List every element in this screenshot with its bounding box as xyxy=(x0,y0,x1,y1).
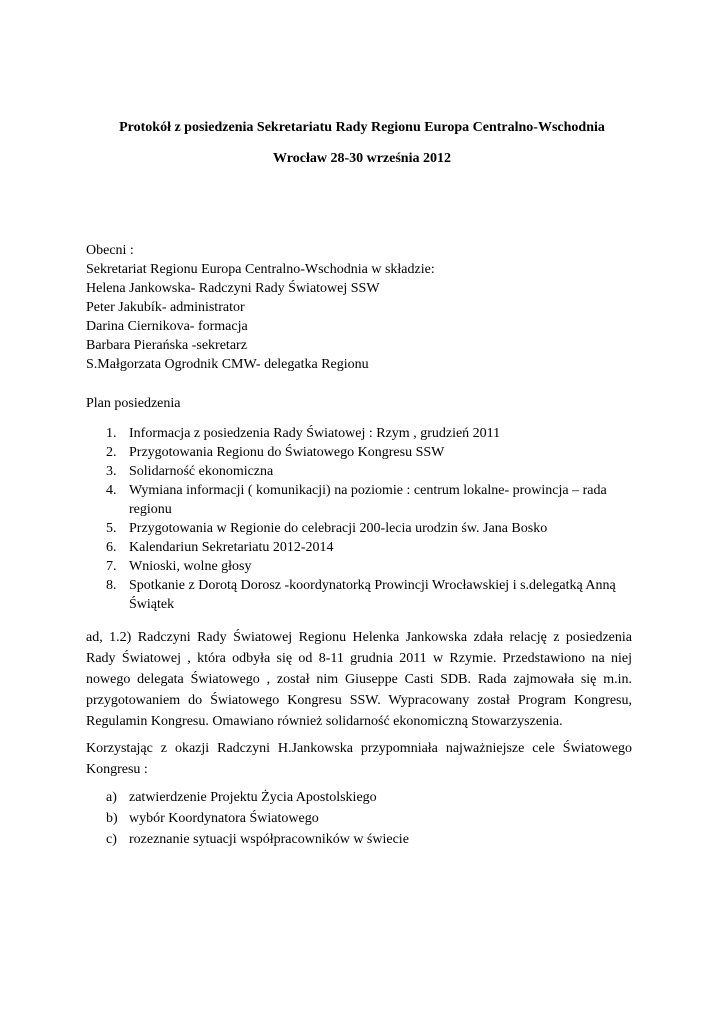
attendee-line: Peter Jakubík- administrator xyxy=(86,300,245,315)
attendees-heading: Obecni : xyxy=(86,243,134,258)
report-paragraph xyxy=(86,627,632,732)
agenda-item xyxy=(86,424,646,443)
agenda-item-text: Spotkanie z Dorotą Dorosz -koordynatorką Prowincji Wrocławskiej i s.delegatką Anną Świątek xyxy=(129,578,616,612)
agenda-item-number: 3. xyxy=(106,464,117,479)
goal-item-text: wybór Koordynatora Światowego xyxy=(129,811,319,826)
agenda-item xyxy=(86,481,646,519)
paragraph-line: Rady Światowej , która odbyła się od 8-11 grudnia 2011 w Rzymie. Przedstawiono na niej xyxy=(86,651,632,666)
attendee-line: S.Małgorzata Ogrodnik CMW- delegatka Regionu xyxy=(86,357,369,372)
agenda-item xyxy=(86,519,646,538)
agenda-item-number: 1. xyxy=(106,426,117,441)
goal-item-text: rozeznanie sytuacji współpracowników w świecie xyxy=(129,832,409,847)
agenda-list xyxy=(86,424,646,614)
agenda-item xyxy=(86,557,646,576)
paragraph-line: przygotowaniem do Światowego Kongresu SSW. Wypracowany został Program Kongresu, xyxy=(86,693,632,708)
goal-item-text: zatwierdzenie Projektu Życia Apostolskiego xyxy=(129,790,377,805)
congress-goals-intro xyxy=(86,738,632,780)
goal-item xyxy=(86,787,646,808)
attendee-line: Sekretariat Regionu Europa Centralno-Wschodnia w składzie: xyxy=(86,262,435,277)
agenda-item-number: 4. xyxy=(106,483,117,498)
goal-item-letter: c) xyxy=(106,832,117,847)
agenda-item-number: 2. xyxy=(106,445,117,460)
agenda-item-number: 6. xyxy=(106,540,117,555)
goal-item-letter: b) xyxy=(106,811,118,826)
paragraph-line: Kongresu : xyxy=(86,762,148,777)
paragraph-line: nowego delegata Światowego , został nim Giuseppe Casti SDB. Rada zajmowała się m.in. xyxy=(86,672,632,687)
agenda-item-number: 5. xyxy=(106,521,117,536)
congress-goals-list xyxy=(86,787,646,850)
paragraph-line: ad, 1.2) Radczyni Rady Światowej Regionu Helenka Jankowska zdała relację z posiedzenia xyxy=(86,630,632,645)
agenda-item-text: Wnioski, wolne głosy xyxy=(129,559,252,574)
agenda-item xyxy=(86,462,646,481)
agenda-item-text: Wymiana informacji ( komunikacji) na poziomie : centrum lokalne- prowincja – rada regionu xyxy=(129,483,607,517)
agenda-item-text: Przygotowania Regionu do Światowego Kongresu SSW xyxy=(129,445,445,460)
paragraph-line: Regulamin Kongresu. Omawiano również solidarność ekonomiczną Stowarzyszenia. xyxy=(86,714,563,729)
document-subtitle-date: Wrocław 28-30 września 2012 xyxy=(273,151,451,166)
attendees-section xyxy=(86,241,646,374)
paragraph-line: Korzystając z okazji Radczyni H.Jankowska przypomniała najważniejsze cele Światowego xyxy=(86,741,632,756)
agenda-item-number: 8. xyxy=(106,578,117,593)
agenda-heading: Plan posiedzenia xyxy=(86,396,181,411)
document-title: Protokół z posiedzenia Sekretariatu Rady Regionu Europa Centralno-Wschodnia xyxy=(119,120,605,135)
agenda-item-text: Solidarność ekonomiczna xyxy=(129,464,274,479)
agenda-item-text: Informacja z posiedzenia Rady Światowej : Rzym , grudzień 2011 xyxy=(129,426,501,441)
goal-item xyxy=(86,808,646,829)
agenda-item xyxy=(86,538,646,557)
attendee-line: Helena Jankowska- Radczyni Rady Światowej SSW xyxy=(86,281,380,296)
goal-item xyxy=(86,829,646,850)
agenda-item-number: 7. xyxy=(106,559,117,574)
attendee-line: Darina Ciernikova- formacja xyxy=(86,319,248,334)
attendee-line: Barbara Pierańska -sekretarz xyxy=(86,338,247,353)
agenda-item-text: Kalendariun Sekretariatu 2012-2014 xyxy=(129,540,334,555)
agenda-item xyxy=(86,443,646,462)
agenda-item-text: Przygotowania w Regionie do celebracji 200-lecia urodzin św. Jana Bosko xyxy=(129,521,548,536)
goal-item-letter: a) xyxy=(106,790,117,805)
agenda-item xyxy=(86,576,646,614)
